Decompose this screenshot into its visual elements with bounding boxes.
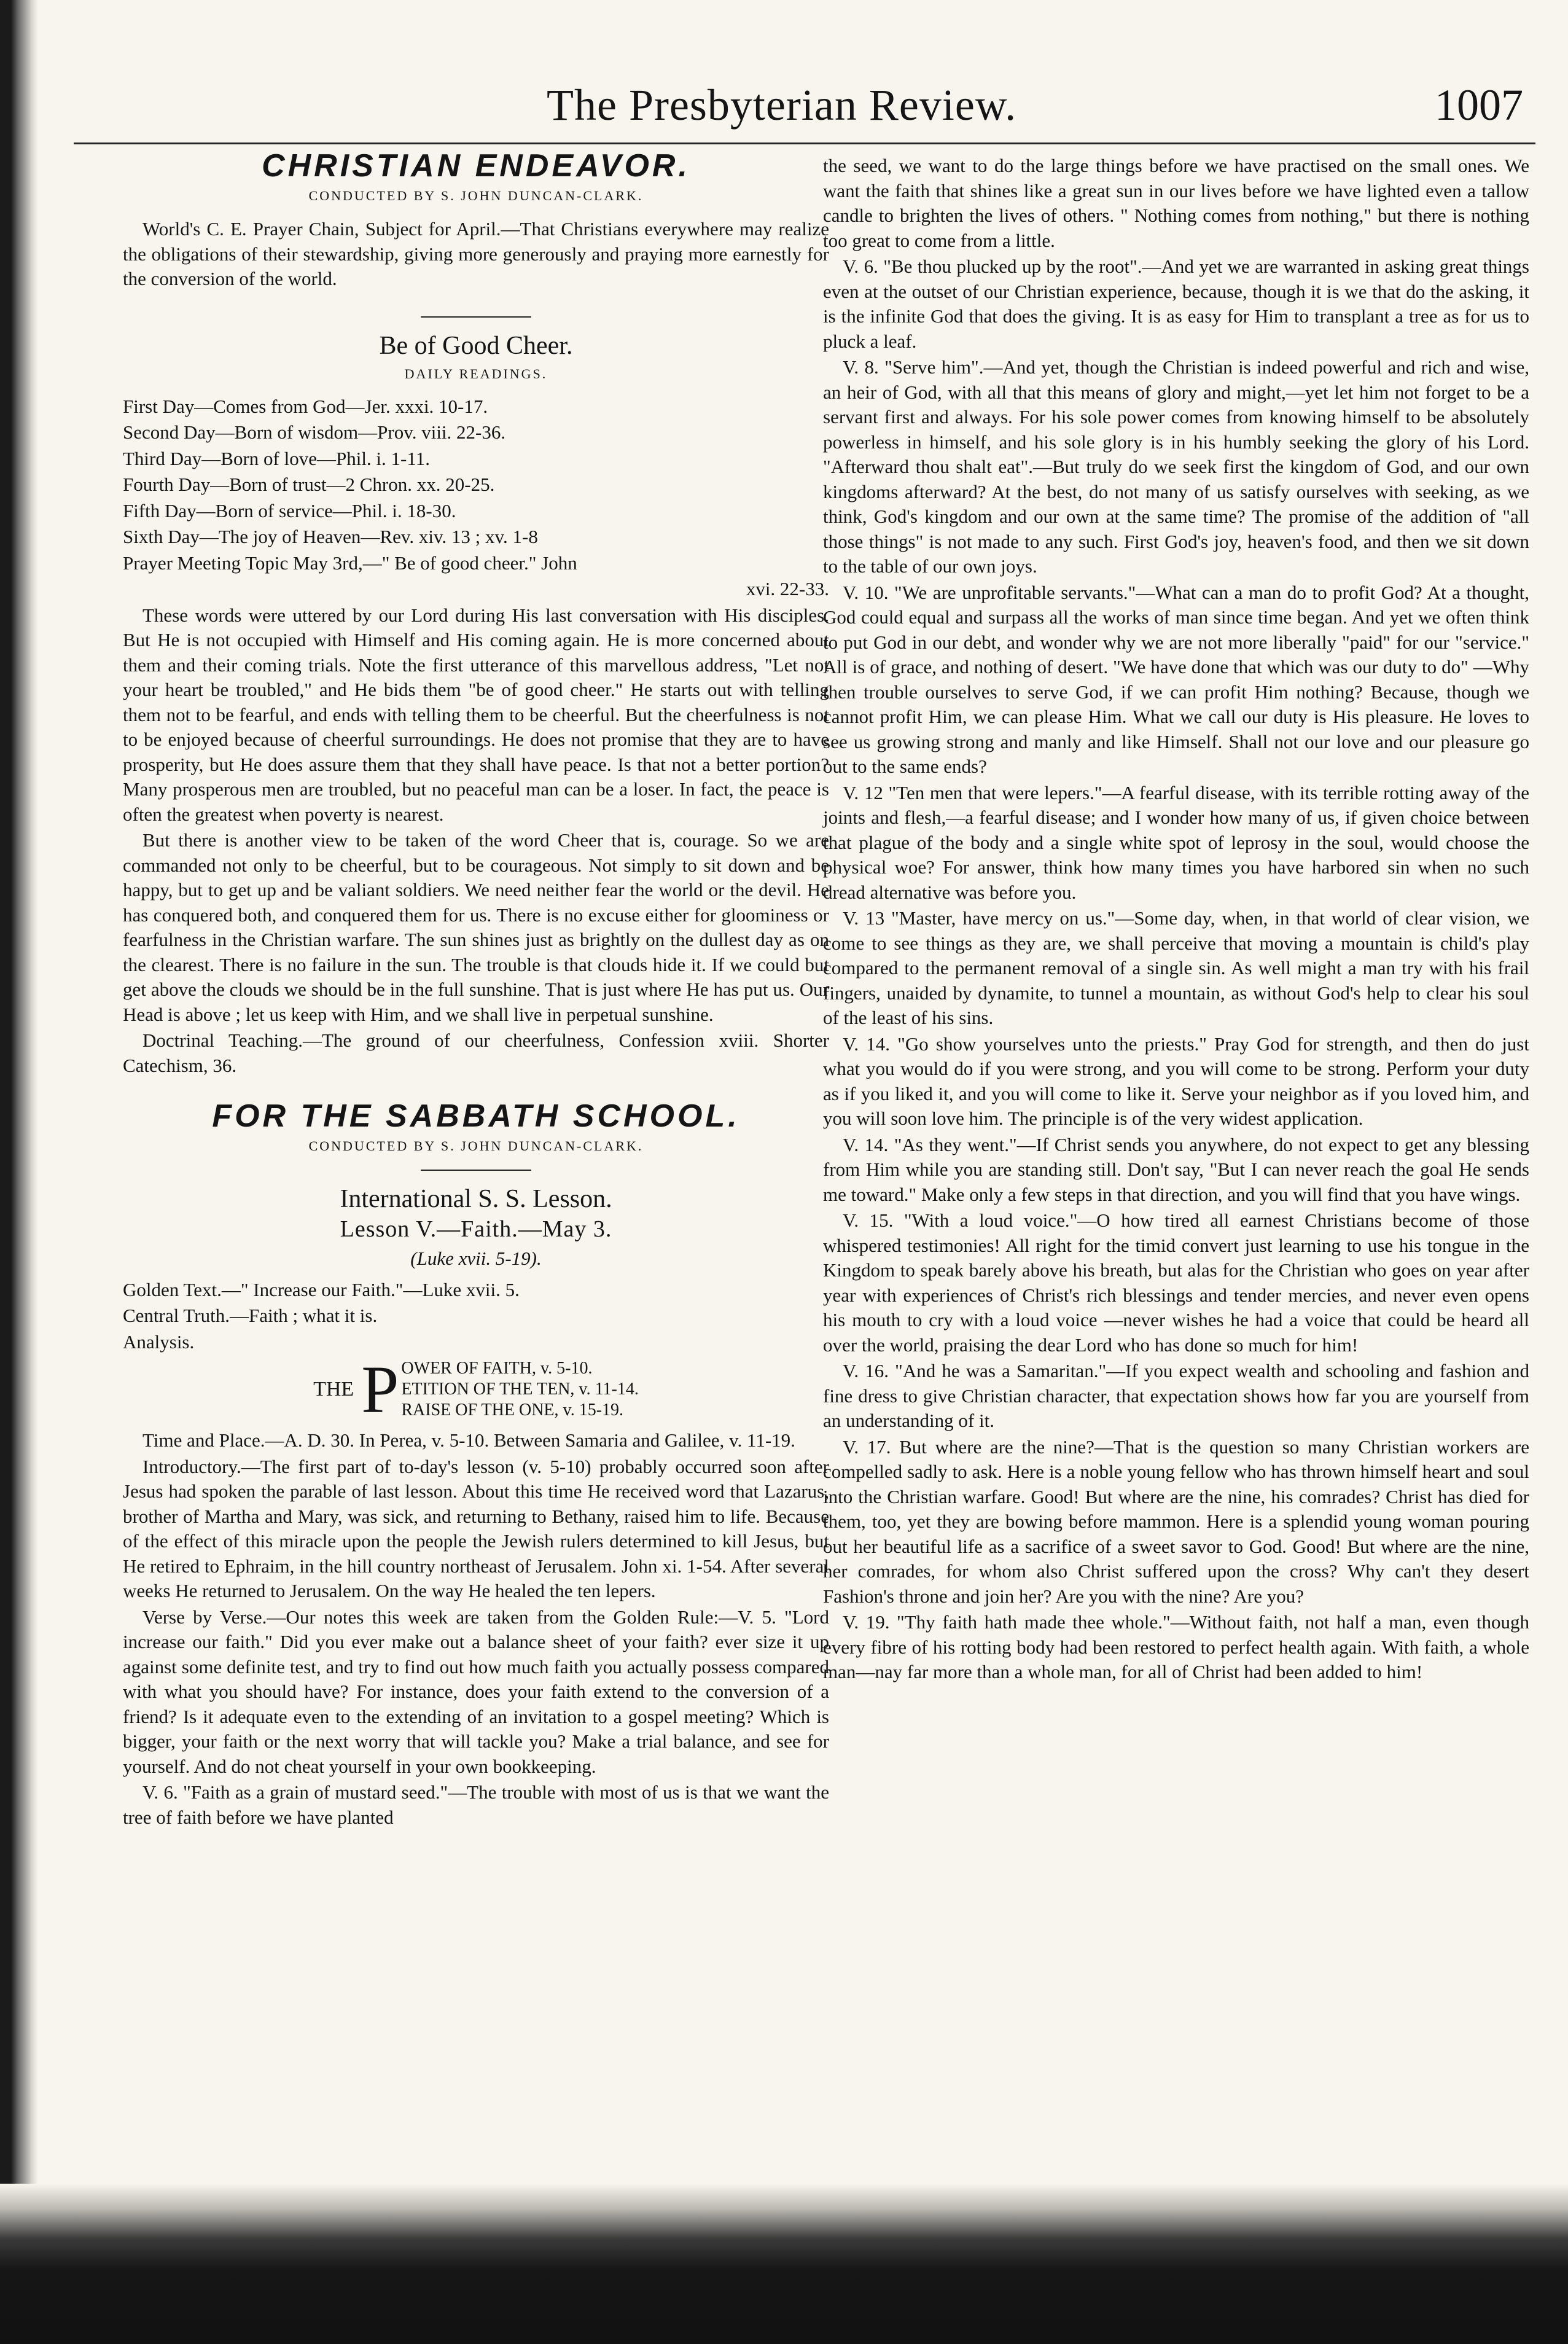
verse-note: V. 13 "Master, have mercy on us."—Some day, when, in that world of clear vision, we come to see things as they are, we shall perceive that moving a mountain is child's play compared to the permanent removal of a single sin. As well might a man try with his frail fingers, unaided by dynamite, to tunnel a mountain, as without God's help to clear his soul of the least of his sins. <box>823 907 1529 1028</box>
be-of-good-cheer-heading: Be of Good Cheer. <box>379 331 573 360</box>
prayer-meeting-topic: Prayer Meeting Topic May 3rd,—" Be of good cheer." John <box>123 552 577 574</box>
doctrinal-teaching: Doctrinal Teaching.—The ground of our cheerfulness, Confession xviii. Shorter Catechism, 36. <box>123 1029 829 1076</box>
sabbath-school-title: FOR THE SABBATH SCHOOL. <box>212 1098 740 1134</box>
verse-note: V. 6. "Faith as a grain of mustard seed."—The trouble with most of us is that we want the tree of faith before we have planted <box>123 1781 829 1828</box>
reading-line: Sixth Day—The joy of Heaven—Rev. xiv. 13 ; xv. 1-8 <box>123 526 538 547</box>
analysis-label: Analysis. <box>123 1330 195 1353</box>
reading-line: Third Day—Born of love—Phil. i. 1-11. <box>123 447 430 469</box>
golden-text: Golden Text.—" Increase our Faith."—Luke xvii. 5. <box>123 1278 520 1300</box>
section-divider <box>421 316 531 318</box>
left-column <box>123 148 829 1831</box>
verse-note: V. 6. "Be thou plucked up by the root".—And yet we are warranted in asking great things even at the outset of our Christian experience, because, though it is we that do the asking, it is the infinite God that does the giving. It is as easy for Him to transplant a tree as for us to pluck a leaf. <box>823 256 1529 352</box>
daily-readings-label: DAILY READINGS. <box>404 366 548 381</box>
prayer-chain-paragraph: World's C. E. Prayer Chain, Subject for April.—That Christians everywhere may realize the obligations of their stewardship, giving more generously and praying more earnestly for the conversion of the world. <box>123 218 829 289</box>
masthead <box>528 74 1523 141</box>
journal-title: The Presbyterian Review. <box>547 80 1017 130</box>
prayer-meeting-reference: xvi. 22-33. <box>746 578 829 600</box>
lesson-title: Lesson V.—Faith.—May 3. <box>340 1216 612 1242</box>
introductory: Introductory.—The first part of to-day's lesson (v. 5-10) probably occurred soon after Jesus had spoken the parable of last lesson. About this time He received word that Lazarus, brother of Martha and Mary, was sick, and returning to Bethany, raised him to life. Because of the effect of this miracle upon the people the Jewish rulers determined to kill Jesus, but He retired to Ephraim, in the hill country northeast of Jerusalem. John xi. 1-54. After several weeks He returned to Jerusalem. On the way He healed the ten lepers. <box>123 1455 829 1601</box>
lesson-scripture: (Luke xvii. 5-19). <box>410 1248 542 1269</box>
verse-note: V. 14. "As they went."—If Christ sends you anywhere, do not expect to get any blessing from Him while you are standing still. Don't say, "But I can never reach the goal He sends me toward." Make only a few steps in that direction, and you will find that you have wings. <box>823 1133 1529 1205</box>
analysis-line: OWER OF FAITH, v. 5-10. <box>401 1359 593 1378</box>
time-and-place: Time and Place.—A. D. 30. In Perea, v. 5-10. Between Samaria and Galilee, v. 11-19. <box>142 1429 795 1451</box>
verse-note: V. 10. "We are unprofitable servants."—What can a man do to profit God? At a thought, God could equal and surpass all the works of man since time began. And yet we often think to put God in our debt, and wonder why we are not more liberally "paid" for our "service." All is of grace, and nothing of desert. "We have done that which was our duty to do" —Why then trouble ourselves to serve God, if we can profit Him nothing? Because, though we cannot profit Him, we can please Him. What we call our duty is His pleasure. He loves to see us growing strong and manly and like Himself. Shall not our love and our pleasure go out to the same ends? <box>823 581 1529 777</box>
endeavor-paragraph: But there is another view to be taken of the word Cheer that is, courage. So we are commanded not only to be cheerful, but to be courageous. Not simply to sit down and be happy, but to get up and be valiant soldiers. We need neither fear the world or the devil. He has conquered both, and conquered them for us. There is no excuse either for gloominess or fearfulness in the Christian warfare. The sun shines just as brightly on the dullest day as on the clearest. There is no failure in the sun. The trouble is that clouds hide it. If we could but get above the clouds we should be in the full sunshine. That is just where He has put us. Our Head is above ; let us keep with Him, and we shall live in perpetual sunshine. <box>123 829 829 1025</box>
verse-note: V. 16. "And he was a Samaritan."—If you expect wealth and schooling and fashion and fine dress to give Christian character, that expectation shows how far you are yourself from an understanding of it. <box>823 1360 1529 1431</box>
scan-left-edge <box>0 0 38 2344</box>
analysis-lines <box>401 1358 639 1421</box>
reading-line: Fifth Day—Born of service—Phil. i. 18-30. <box>123 499 456 522</box>
header-rule <box>74 143 1535 144</box>
analysis-the: THE <box>313 1377 354 1401</box>
verse-note: V. 12 "Ten men that were lepers."—A fearful disease, with its terrible rotting away of the joints and flesh,—a fearful disease; and I wonder how many of us, if given choice between that plague of the body and a single white spot of leprosy in the soul, would choose the physical woe? For answer, think how many times you have harbored sin when no such dread alternative was before you. <box>823 781 1529 903</box>
sabbath-school-byline: CONDUCTED BY S. JOHN DUNCAN-CLARK. <box>308 1138 644 1154</box>
section-divider <box>421 1170 531 1171</box>
verse-note: V. 15. "With a loud voice."—O how tired all earnest Christians become of those whispered testimonies! All right for the timid convert just learning to use his tongue in the Kingdom to speak barely above his breath, but alas for the Christian who goes on year after year with experiences of Christ's rich blessings and tender mercies, and never even opens his mouth to cry with a loud voice —never wishes he had a voice that could be heard all over the world, praising the dear Lord who has done so much for him! <box>823 1209 1529 1356</box>
verse-note: the seed, we want to do the large things before we have practised on the small ones. We want the faith that shines like a great sun in our lives before we have lighted even a tallow candle to brighten the lives of others. " Nothing comes from nothing," but there is nothing too great to come from a little. <box>823 155 1529 251</box>
right-column <box>823 154 1529 1686</box>
page-number: 1007 <box>1435 80 1523 130</box>
christian-endeavor-byline: CONDUCTED BY S. JOHN DUNCAN-CLARK. <box>308 187 644 203</box>
reading-line: First Day—Comes from God—Jer. xxxi. 10-17. <box>123 395 488 417</box>
christian-endeavor-title: CHRISTIAN ENDEAVOR. <box>262 148 690 184</box>
verse-note: V. 14. "Go show yourselves unto the priests." Pray God for strength, and then do just what you would do if you were strong, and you will come to be strong. Perform your duty as if you liked it, and you will come to like it. Serve your neighbor as if you loved him, and you will soon love him. The principle is of the very widest application. <box>823 1033 1529 1129</box>
verse-note: V. 17. But where are the nine?—That is the question so many Christian workers are compelled sadly to ask. Here is a noble young fellow who has thrown himself heart and soul into the Christian warfare. Good! But where are the nine, his comrades? Christ has died for them, too, yet they are bowing before mammon. Here is a splendid young woman pouring out her beautiful life as a sacrifice of a sweet savor to God. Good! But where are the nine, her comrades, for whom also Christ suffered upon the cross? Why can't they desert Fashion's throne and join her? Are you with the nine? Are you? <box>823 1436 1529 1607</box>
analysis-initial: P <box>361 1352 399 1427</box>
central-truth: Central Truth.—Faith ; what it is. <box>123 1305 378 1326</box>
lesson-heading: International S. S. Lesson. <box>340 1185 612 1213</box>
analysis-line: ETITION OF THE TEN, v. 11-14. <box>401 1380 639 1399</box>
scan-bottom-edge <box>0 2184 1568 2344</box>
analysis-block <box>123 1352 829 1427</box>
reading-line: Second Day—Born of wisdom—Prov. viii. 22-36. <box>123 421 506 443</box>
verse-by-verse: Verse by Verse.—Our notes this week are taken from the Golden Rule:—V. 5. "Lord increase our faith." Did you ever make out a balance sheet of your faith? ever size it up against some definite test, and try to find out how much faith you actually possess compared with what you should have? For instance, does your faith extend to the conversion of a friend? Is it adequate even to the extending of an invitation to a gospel meeting? Which is bigger, your faith or the next worry that will tackle you? Make a trial balance, and see for yourself. And do not cheat yourself in your own bookkeeping. <box>123 1606 829 1777</box>
endeavor-paragraph: These words were uttered by our Lord during His last conversation with His disciples. But He is not occupied with Himself and His coming again. He is more concerned about them and their coming trials. Note the first utterance of this marvellous address, "Let not your heart be troubled," and He bids them "be of good cheer." He starts out with telling them not to be fearful, and ends with telling them to be cheerful. But the cheerfulness is not to be enjoyed because of cheerful surroundings. He does not promise that they are to have prosperity, but He does assure them that they shall have peace. Is that not a better portion? Many prosperous men are troubled, but no peaceful man can be a loser. In fact, the peace is often the greatest when poverty is nearest. <box>123 604 829 825</box>
verse-note: V. 19. "Thy faith hath made thee whole."—Without faith, not half a man, even though every fibre of his rotting body had been restored to perfect health again. With faith, a whole man—nay far more than a whole man, for all of Christ had been added to him! <box>823 1611 1529 1682</box>
reading-line: Fourth Day—Born of trust—2 Chron. xx. 20-25. <box>123 474 495 495</box>
verse-note: V. 8. "Serve him".—And yet, though the Christian is indeed powerful and rich and wise, an heir of God, with all that this means of glory and might,—yet let him not forget to be a servant first and always. For his sole power comes from knowing himself to be absolutely powerless in himself, and his sole glory is in his humbly seeking the glory of his Lord. "Afterward thou shalt eat".—But truly do we seek first the kingdom of God, and our own kingdoms afterward? At the best, do not many of us satisfy ourselves with seeking, as we think, God's kingdom and our own at the same time? The promise of the addition of "all those things" is not made to any such. First God's joy, heaven's food, and then we sit down to the table of our own joys. <box>823 356 1529 577</box>
analysis-line: RAISE OF THE ONE, v. 15-19. <box>401 1401 624 1420</box>
